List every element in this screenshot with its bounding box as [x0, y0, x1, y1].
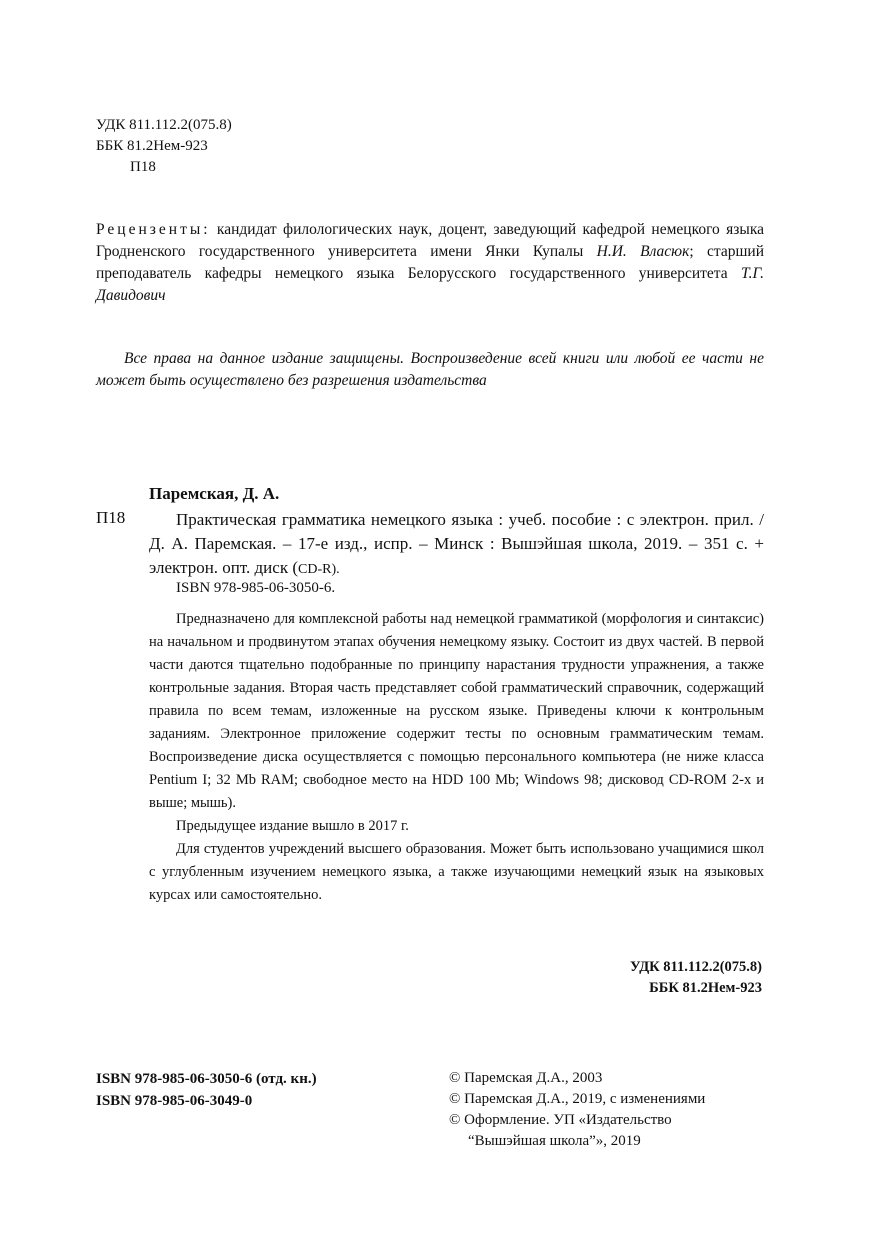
reviewers-label: Рецензенты: — [96, 221, 211, 238]
footer-udk: УДК 811.112.2(075.8) — [630, 959, 762, 975]
reviewer-name-2: Т.Г. Давидович — [96, 265, 764, 304]
copyright-line-4: “Вышэйшая школа”», 2019 — [468, 1133, 641, 1149]
reviewers-text-1: кандидат филологических наук, доцент, заведующий кафедрой немецкого языка Гродненского государственного университета имени Янки Купалы — [96, 221, 764, 260]
bib-isbn: ISBN 978-985-06-3050-6. — [176, 580, 336, 596]
footer-classification — [630, 957, 762, 999]
copyright-line-2: © Паремская Д.А., 2019, с изменениями — [449, 1091, 706, 1107]
udk-code: УДК 811.112.2(075.8) — [96, 117, 232, 133]
reviewer-name-1: Н.И. Власюк — [596, 243, 690, 260]
annotation — [149, 608, 764, 907]
bib-cd: CD-R). — [298, 562, 340, 577]
bib-code: П18 — [96, 508, 126, 527]
bib-author: Паремская, Д. А. — [149, 484, 280, 503]
annotation-paragraph-3: Для студентов учреждений высшего образования. Может быть использовано учащимися школ с углубленным изучением немецкого языка, а также изучающими немецкий язык на языковых курсах или самостоятельно. — [149, 841, 764, 903]
bib-description — [149, 508, 764, 582]
footer-isbn-2: ISBN 978-985-06-3049-0 — [96, 1093, 253, 1109]
copyright-line-1: © Паремская Д.А., 2003 — [449, 1070, 603, 1086]
footer-isbn-block — [96, 1068, 317, 1112]
footer-bbk: ББК 81.2Нем-923 — [649, 980, 762, 996]
rights-notice: Все права на данное издание защищены. Воспроизведение всей книги или любой ее части не может быть осуществлено без разрешения издательства — [96, 350, 764, 389]
reviewers-paragraph — [96, 219, 764, 307]
copyright-line-3: © Оформление. УП «Издательство — [449, 1112, 672, 1128]
author-mark: П18 — [130, 159, 156, 175]
footer-isbn-1: ISBN 978-985-06-3050-6 (отд. кн.) — [96, 1071, 317, 1087]
annotation-paragraph-2: Предыдущее издание вышло в 2017 г. — [176, 818, 409, 834]
bib-description-text: Практическая грамматика немецкого языка : учеб. пособие : с электрон. прил. / Д. А. Паремская. – 17-е изд., испр. – Минск : Вышэйшая школа, 2019. – 351 с. + электрон. опт. диск ( — [149, 510, 764, 577]
reviewers-text-2: ; старший преподаватель кафедры немецкого языка Белорусского государственного университета — [96, 243, 764, 282]
classification-block — [96, 115, 232, 178]
copyright-block — [449, 1068, 705, 1152]
annotation-paragraph-1: Предназначено для комплексной работы над немецкой грамматикой (морфология и синтаксис) на начальном и продвинутом этапах обучения немецкому языку. Состоит из двух частей. В первой части даются тщательно подобранные по принципу нарастания трудности упражнения, а также контрольные задания. Вторая часть представляет собой грамматический справочник, содержащий правила по всем темам, изложенные на русском языке. Приведены ключи к контрольным заданиям. Электронное приложение содержит тесты по основным грамматическим темам. Воспроизведение диска осуществляется с помощью персонального компьютера (не ниже класса Pentium I; 32 Mb RAM; свободное место на HDD 100 Mb; Windows 98; дисковод CD-ROM 2-х и выше; мышь). — [149, 611, 764, 811]
bbk-code: ББК 81.2Нем-923 — [96, 138, 208, 154]
